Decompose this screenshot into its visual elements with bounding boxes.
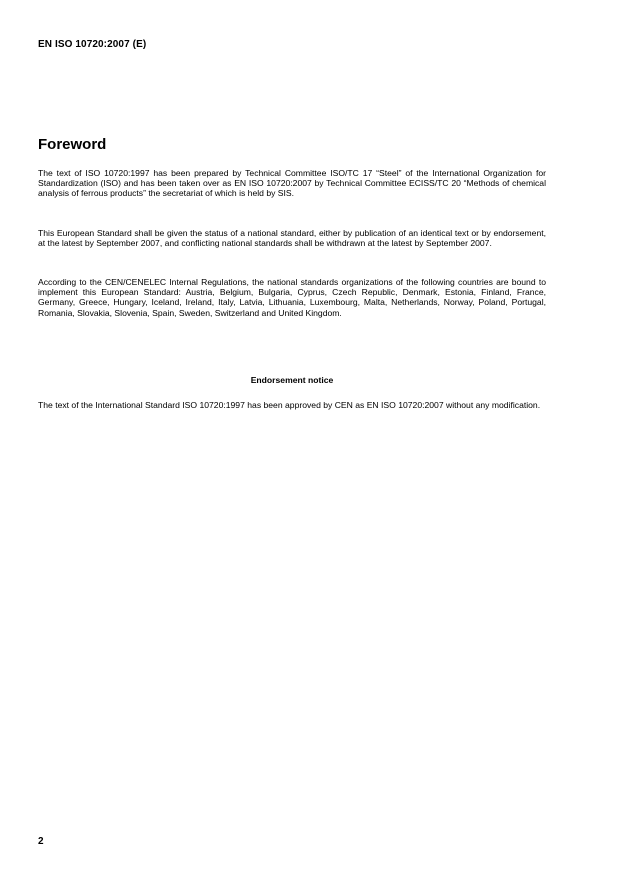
- endorsement-notice-text: The text of the International Standard ISO 10720:1997 has been approved by CEN as EN ISO 10720:2007 without any modification.: [38, 400, 541, 410]
- page-number: 2: [38, 836, 44, 847]
- endorsement-notice-title: Endorsement notice: [250, 375, 334, 385]
- document-header: EN ISO 10720:2007 (E): [38, 39, 147, 50]
- foreword-paragraph-3: According to the CEN/CENELEC Internal Regulations, the national standards organizations of the following countries are bound to implement this European Standard: Austria, Belgium, Bulgaria, Cyprus, Czech Republic, Denmark, Estonia, Finland, France, Germany, Greece, Hungary, Iceland, Ireland, Italy, Latvia, Lithuania, Luxembourg, Malta, Netherlands, Norway, Poland, Portugal, Romania, Slovakia, Slovenia, Spain, Sweden, Switzerland and United Kingdom.: [38, 277, 546, 318]
- foreword-paragraph-2: This European Standard shall be given the status of a national standard, either by publication of an identical text or by endorsement, at the latest by September 2007, and conflicting national standards shall be withdrawn at the latest by September 2007.: [38, 228, 546, 249]
- foreword-paragraph-1: The text of ISO 10720:1997 has been prepared by Technical Committee ISO/TC 17 “Steel” of the International Organization for Standardization (ISO) and has been taken over as EN ISO 10720:2007 by Technical Committee ECISS/TC 20 “Methods of chemical analysis of ferrous products” the secretariat of which is held by SIS.: [38, 168, 546, 199]
- foreword-title: Foreword: [38, 136, 107, 153]
